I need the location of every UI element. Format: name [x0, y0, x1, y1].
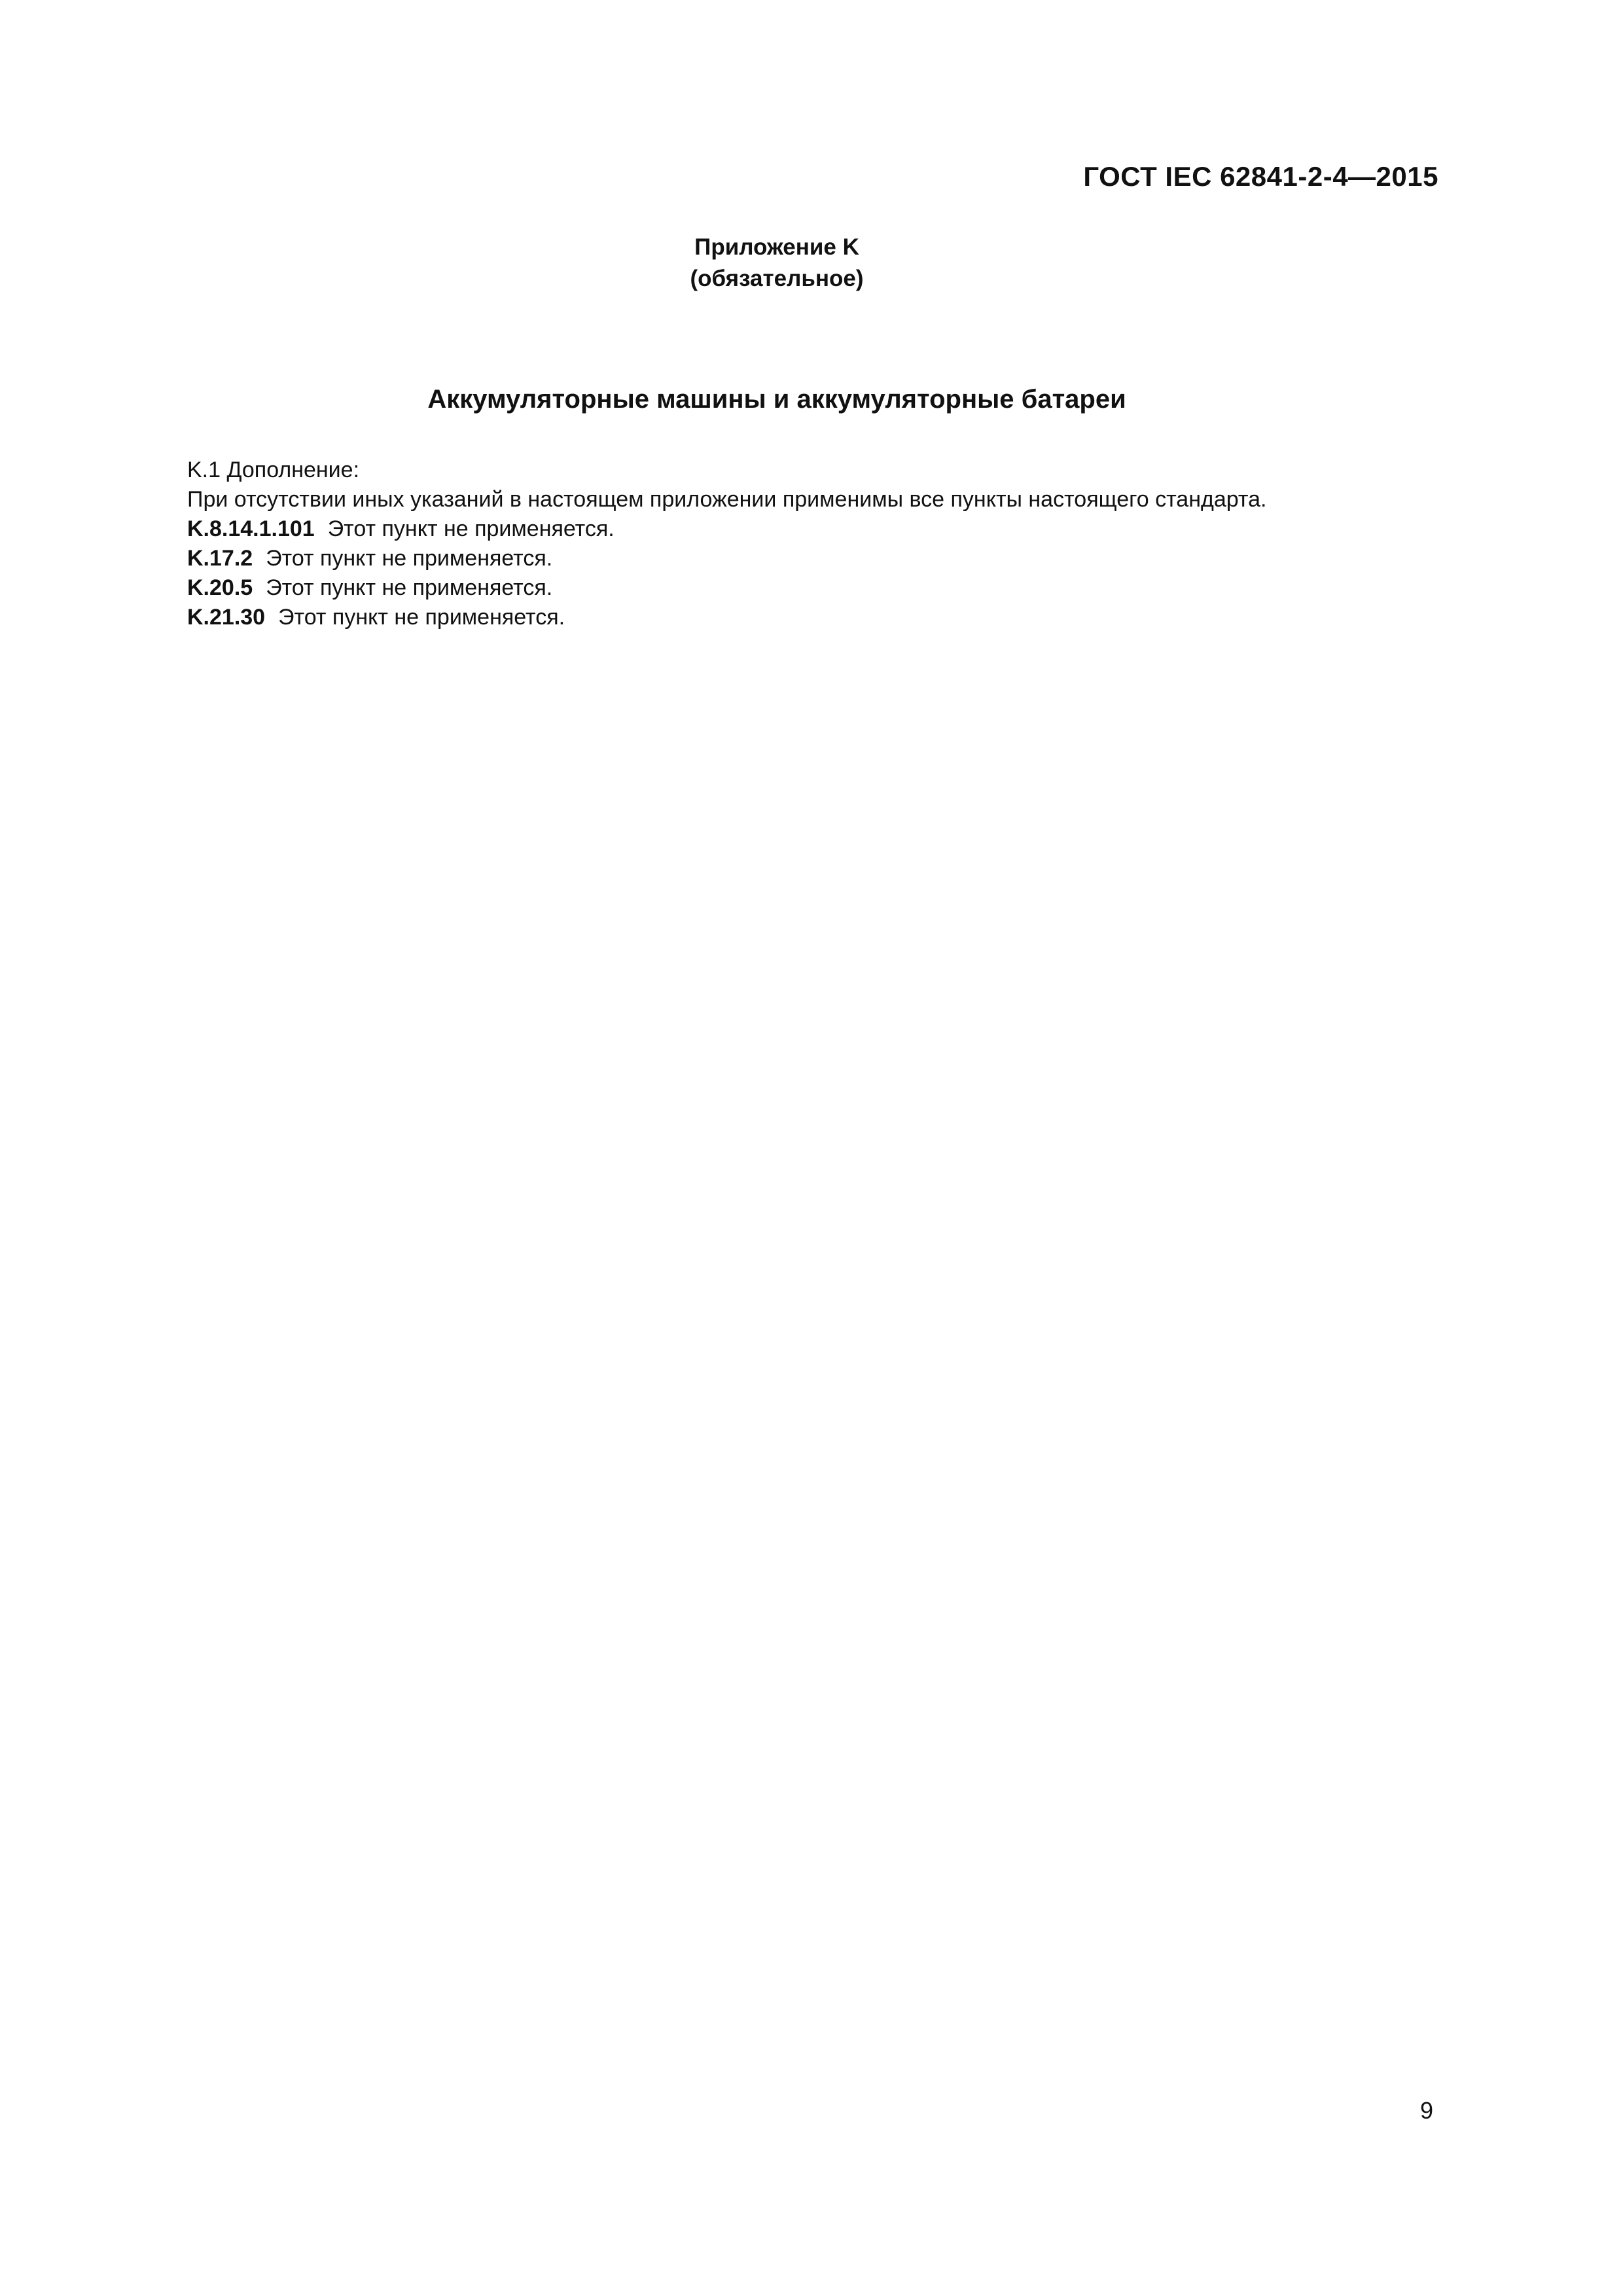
clause-number: K.20.5	[187, 575, 253, 600]
clause-number: K.17.2	[187, 546, 253, 571]
document-standard-code: ГОСТ IEC 62841-2-4—2015	[1083, 161, 1438, 192]
clause-text: Этот пункт не применяется.	[266, 575, 553, 600]
annex-body	[187, 456, 1463, 632]
clause-text: Этот пункт не применяется.	[278, 605, 565, 630]
clause-intro-text: При отсутствии иных указаний в настоящем приложении применимы все пункты настоящего стандарта.	[187, 487, 1267, 512]
annex-status: (обязательное)	[690, 266, 864, 291]
annex-label: Приложение K	[694, 234, 859, 260]
clause-number: K.21.30	[187, 605, 266, 630]
clause-item	[187, 514, 1463, 544]
clause-text: Этот пункт не применяется.	[266, 546, 553, 571]
clause-item	[187, 573, 1463, 603]
annex-heading	[0, 232, 1554, 295]
clause-item	[187, 603, 1463, 632]
annex-title: Аккумуляторные машины и аккумуляторные батареи	[427, 385, 1126, 414]
clause-number: K.8.14.1.101	[187, 516, 315, 541]
clause-item	[187, 544, 1463, 573]
page-number: 9	[1419, 2097, 1433, 2124]
clause-text: Этот пункт не применяется.	[327, 516, 615, 541]
clause-intro-line: K.1 Дополнение:	[187, 457, 360, 482]
